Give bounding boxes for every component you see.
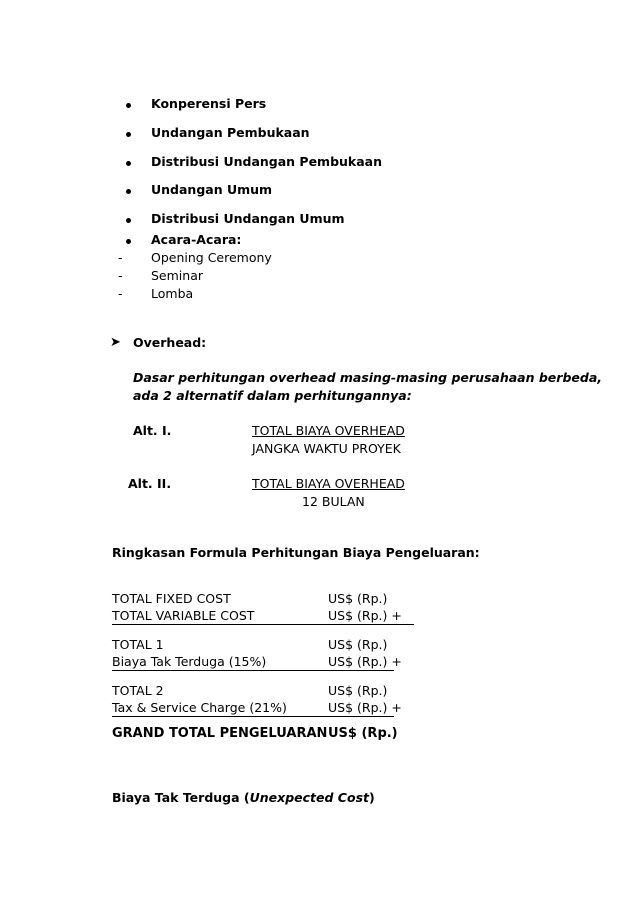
sub-item: Lomba xyxy=(151,286,194,301)
bullet-item: Konperensi Pers xyxy=(151,96,267,111)
row-value: US$ (Rp.) + xyxy=(328,608,402,623)
alt2-numerator: TOTAL BIAYA OVERHEAD xyxy=(252,476,405,491)
sub-item: Opening Ceremony xyxy=(151,250,272,265)
row-label: Tax & Service Charge (21%) xyxy=(112,700,287,715)
row-value: US$ (Rp.) + xyxy=(328,700,402,715)
bullet-item: Distribusi Undangan Pembukaan xyxy=(151,154,383,169)
heading-prefix: Biaya Tak Terduga ( xyxy=(112,790,250,805)
row-label: Biaya Tak Terduga (15%) xyxy=(112,654,267,669)
dash-icon: - xyxy=(118,268,123,283)
sum-line xyxy=(112,670,394,671)
row-value: US$ (Rp.) xyxy=(328,637,388,652)
overhead-heading: Overhead: xyxy=(133,335,207,350)
bullet-icon xyxy=(126,161,131,166)
bullet-icon xyxy=(126,218,131,223)
row-value: US$ (Rp.) + xyxy=(328,654,402,669)
bullet-item: Undangan Umum xyxy=(151,182,273,197)
row-label: TOTAL VARIABLE COST xyxy=(112,608,255,623)
bullet-icon xyxy=(126,189,131,194)
row-label: TOTAL FIXED COST xyxy=(112,591,231,606)
row-value: US$ (Rp.) xyxy=(328,591,388,606)
bullet-icon xyxy=(126,103,131,108)
grand-total-label: GRAND TOTAL PENGELUARAN xyxy=(112,726,328,741)
sum-line xyxy=(112,716,394,717)
heading-italic: Unexpected Cost xyxy=(249,790,369,805)
row-value: US$ (Rp.) xyxy=(328,683,388,698)
sum-line xyxy=(112,624,414,625)
dash-icon: - xyxy=(118,250,123,265)
bullet-item: Distribusi Undangan Umum xyxy=(151,211,345,226)
row-label: TOTAL 2 xyxy=(112,683,164,698)
dash-icon: - xyxy=(118,286,123,301)
heading-suffix: ) xyxy=(368,790,375,805)
bullet-icon xyxy=(126,132,131,137)
bullet-item: Undangan Pembukaan xyxy=(151,125,310,140)
overhead-intro-line2: ada 2 alternatif dalam perhitungannya: xyxy=(133,388,412,403)
alt2-denominator: 12 BULAN xyxy=(302,494,365,509)
overhead-intro-line1: Dasar perhitungan overhead masing-masing perusahaan berbeda, xyxy=(133,370,603,385)
row-label: TOTAL 1 xyxy=(112,637,164,652)
bullet-item: Acara-Acara: xyxy=(151,232,242,247)
bullet-icon xyxy=(126,239,131,244)
arrow-bullet-icon: ➤ xyxy=(110,335,121,350)
summary-title: Ringkasan Formula Perhitungan Biaya Pengeluaran: xyxy=(112,545,480,560)
alt1-denominator: JANGKA WAKTU PROYEK xyxy=(252,441,401,456)
alt1-numerator: TOTAL BIAYA OVERHEAD xyxy=(252,423,405,438)
grand-total-value: US$ (Rp.) xyxy=(328,726,398,741)
alt1-label: Alt. I. xyxy=(133,423,172,438)
unexpected-cost-heading xyxy=(112,790,375,805)
alt2-label: Alt. II. xyxy=(128,476,172,491)
sub-item: Seminar xyxy=(151,268,203,283)
